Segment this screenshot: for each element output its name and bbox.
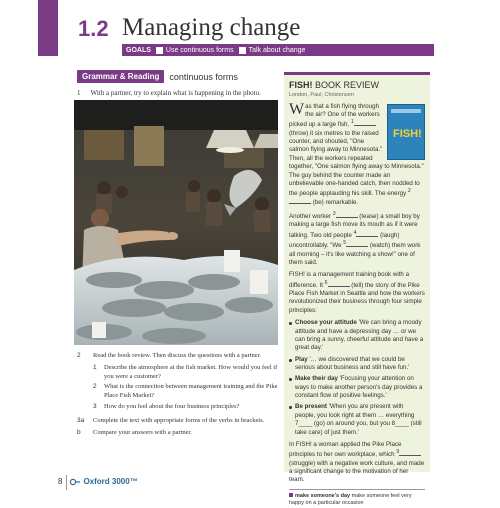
goal-item bbox=[156, 47, 234, 54]
square-bullet-icon bbox=[289, 493, 293, 497]
sub-question-text: Describe the atmosphere at the fish market. How would you feel if you were a customer? bbox=[104, 363, 278, 380]
sub-question-number: 3 bbox=[93, 402, 97, 410]
sub-question-text: What is the connection between management training and the Pike Place Fish Market? bbox=[104, 383, 278, 400]
exercise-1 bbox=[77, 89, 261, 97]
sub-question bbox=[77, 364, 287, 382]
review-byline: London, Paul, Christensen bbox=[289, 92, 354, 99]
answer-blank[interactable] bbox=[328, 286, 350, 287]
goal-text: Talk about change bbox=[248, 46, 306, 54]
blank-number: 9 bbox=[396, 449, 400, 456]
exercise-number: b bbox=[77, 429, 81, 437]
goal-text: Use continuous forms bbox=[165, 46, 234, 54]
review-text: FISH! is a management training book with a difference. It bbox=[289, 271, 410, 289]
review-text: (struggle) with a negative work culture, and made a significant change to the motivation of her team. bbox=[289, 459, 425, 484]
principle-text: '… we discovered that we could be serious about business and still have fun.' bbox=[295, 355, 410, 371]
sub-question bbox=[77, 403, 287, 412]
blank-number: 3 bbox=[332, 211, 336, 217]
exercise-3b bbox=[77, 429, 287, 438]
principle-item bbox=[289, 356, 425, 373]
goal-item bbox=[239, 47, 306, 54]
exercise-3a bbox=[77, 417, 287, 426]
page-footer bbox=[58, 477, 138, 486]
exercise-2 bbox=[77, 352, 287, 361]
oxford-key-icon bbox=[70, 478, 80, 486]
glossary-definition: make someone feel very happy on a particular occasion bbox=[289, 492, 412, 507]
section-subtitle: continuous forms bbox=[169, 71, 238, 82]
review-text: (be) remarkable. bbox=[311, 198, 359, 206]
exercise-text: Compare your answers with a partner. bbox=[93, 429, 192, 437]
exercise-text: Read the book review. Then discuss the questions with a partner. bbox=[93, 352, 262, 359]
principle-name: Choose your attitude bbox=[295, 319, 357, 327]
review-text: (watch) them work all morning – it's like watching a show!" one of them said. bbox=[289, 242, 421, 266]
review-text: (tease) a small boy by making a large fish move its mouth as if it were talking. Two old people bbox=[289, 213, 420, 239]
principle-name: Make their day bbox=[295, 375, 338, 383]
fish-market-photo bbox=[74, 100, 278, 345]
exercise-number: 2 bbox=[77, 352, 81, 359]
section-tag: Grammar & Reading bbox=[77, 70, 164, 83]
oxford-3000-label bbox=[70, 477, 137, 486]
answer-blank[interactable] bbox=[399, 455, 421, 456]
review-paragraph bbox=[289, 211, 425, 267]
review-text: as that a fish flying through the air? One of the workers picked up a large fish, bbox=[289, 102, 380, 129]
review-text: (throw) it six metres to the raised counter, and shouted, "One salmon flying away to Minnesota." Then, all the workers repeated together, "One salmon flying away to Minnesota." The guy behind the counter made an unbelievable one-handed catch, then nodded to the people applauding his skill. The energy bbox=[289, 129, 424, 198]
review-text: (tell) the story of the Pike Place Fish Market in Seattle and how the workers revolutionized their business through four simple principles: bbox=[289, 281, 425, 314]
book-cover-image bbox=[387, 104, 425, 160]
page-number: 8 bbox=[58, 477, 63, 486]
review-title-bold: FISH! bbox=[289, 80, 313, 90]
principle-text: 'Focusing your attention on ways to make another person's day provides a constant flow of positive feelings.' bbox=[295, 375, 423, 400]
cover-title: FISH! bbox=[393, 127, 422, 140]
answer-blank[interactable] bbox=[346, 246, 368, 247]
principle-item bbox=[289, 403, 425, 436]
answer-blank[interactable] bbox=[356, 236, 378, 237]
review-paragraph bbox=[289, 441, 425, 485]
exercise-text: With a partner, try to explain what is happening in the photo. bbox=[90, 89, 261, 97]
answer-blank[interactable] bbox=[336, 217, 358, 218]
sub-question-text: How do you feel about the four business principles? bbox=[104, 402, 240, 410]
principle-name: Be present bbox=[295, 403, 327, 411]
glossary-term: make someone's day bbox=[295, 492, 351, 499]
book-review-panel bbox=[284, 72, 430, 507]
principle-text: 'We can bring a moody attitude and have a depressing day … or we can bring a sunny, cheerful attitude and have a great day.' bbox=[295, 319, 424, 352]
left-margin bbox=[0, 0, 58, 500]
blank-number: 1 bbox=[350, 119, 354, 126]
drop-cap: W bbox=[289, 100, 305, 118]
principle-text: 'When you are present with people, you look right at them … everything 7____ (go) on around you, but you 8____ (still take care) of just them.' bbox=[295, 403, 422, 436]
answer-blank[interactable] bbox=[289, 203, 311, 204]
principle-item bbox=[289, 375, 425, 400]
review-text: In FISH! a woman applied the Pike Place principles to her own workplace, which bbox=[289, 440, 402, 459]
section-heading bbox=[77, 70, 238, 83]
exercise-questions bbox=[77, 352, 287, 441]
unit-tab bbox=[38, 0, 58, 56]
exercise-number: 3a bbox=[77, 416, 85, 424]
blank-number: 6 bbox=[324, 279, 328, 286]
answer-blank[interactable] bbox=[354, 125, 376, 126]
blank-number: 5 bbox=[343, 240, 347, 247]
principles-list bbox=[289, 319, 425, 437]
review-text: (laugh) uncontrollably. "We bbox=[289, 231, 400, 250]
photo-illustration bbox=[74, 100, 278, 345]
review-text: Another worker bbox=[289, 213, 333, 221]
sub-question-number: 2 bbox=[93, 383, 97, 391]
checkbox-icon bbox=[156, 47, 163, 54]
sub-question bbox=[77, 383, 287, 401]
blank-number: 2 bbox=[407, 188, 411, 195]
blank-number: 4 bbox=[353, 229, 357, 236]
unit-number: 1.2 bbox=[78, 16, 109, 41]
cover-band bbox=[391, 109, 421, 113]
unit-title: Managing change bbox=[122, 14, 301, 41]
checkbox-icon bbox=[239, 47, 246, 54]
sub-question-number: 1 bbox=[93, 363, 97, 371]
review-paragraph bbox=[289, 271, 425, 315]
glossary-note bbox=[289, 489, 425, 508]
review-title bbox=[289, 79, 425, 91]
principle-item bbox=[289, 319, 425, 352]
exercise-number: 1 bbox=[77, 89, 81, 97]
exercise-text: Complete the text with appropriate forms of the verbs in brackets. bbox=[93, 416, 265, 424]
principle-name: Play bbox=[295, 355, 308, 363]
oxford-3000-text: Oxford 3000™ bbox=[83, 477, 138, 486]
goals-label: GOALS bbox=[126, 46, 151, 54]
review-title-rest: BOOK REVIEW bbox=[312, 80, 380, 90]
goals-bar bbox=[122, 44, 434, 56]
